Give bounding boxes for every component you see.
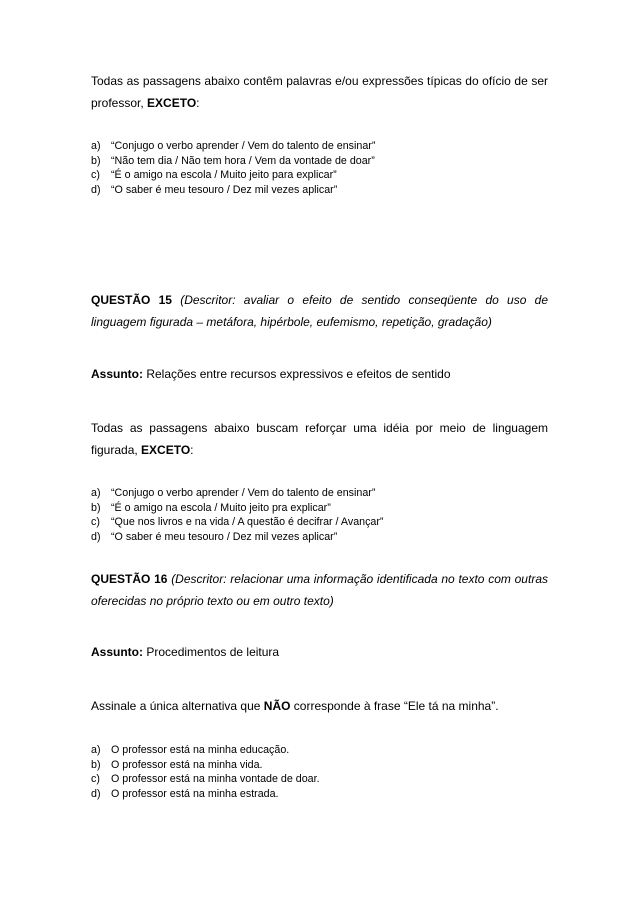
stem-text: Todas as passagens abaixo buscam reforçar uma idéia por meio de linguagem figurada, (91, 421, 548, 457)
option-text: O professor está na minha vida. (111, 758, 263, 771)
question-15-subject (91, 363, 548, 385)
stem-text: Assinale a única alternativa que (91, 699, 264, 713)
stem-end: : (196, 96, 200, 110)
option-letter: b) (91, 758, 101, 771)
option-text: “O saber é meu tesouro / Dez mil vezes aplicar” (111, 530, 338, 543)
option-c (91, 772, 548, 787)
option-text: “Conjugo o verbo aprender / Vem do talento de ensinar” (111, 487, 376, 499)
option-letter: c) (91, 773, 100, 786)
option-text: “Não tem dia / Não tem hora / Vem da vontade de doar” (111, 154, 375, 167)
option-a (91, 743, 548, 758)
subject-text: Procedimentos de leitura (146, 645, 280, 659)
option-letter: d) (91, 787, 101, 800)
option-text: “O saber é meu tesouro / Dez mil vezes aplicar” (111, 183, 338, 196)
question-16-stem (91, 695, 548, 717)
question-16-subject (91, 641, 548, 663)
question-15-heading (91, 289, 548, 333)
option-letter: c) (91, 169, 100, 182)
option-c (91, 515, 548, 530)
question-descriptor: (Descritor: avaliar o efeito de sentido conseqüente do uso de linguagem figurada – metáfora, hipérbole, eufemismo, repetição, gradação) (91, 293, 548, 329)
stem-emphasis: EXCETO (147, 96, 197, 110)
option-letter: b) (91, 154, 101, 167)
stem-end: corresponde à frase “Ele tá na minha”. (290, 699, 499, 713)
question-14-stem (91, 70, 548, 114)
stem-emphasis: EXCETO (141, 443, 191, 457)
question-descriptor: (Descritor: relacionar uma informação identificada no texto com outras oferecidas no próprio texto ou em outro texto) (91, 572, 548, 608)
option-text: “Que nos livros e na vida / A questão é decifrar / Avançar” (111, 516, 384, 529)
question-number: QUESTÃO 16 (91, 572, 168, 586)
option-letter: b) (91, 501, 101, 514)
option-letter: a) (91, 744, 101, 756)
stem-text: Todas as passagens abaixo contêm palavras e/ou expressões típicas do ofício de ser professor, (91, 74, 548, 110)
option-letter: c) (91, 516, 100, 529)
option-b (91, 758, 548, 773)
option-c (91, 168, 548, 183)
option-text: “Conjugo o verbo aprender / Vem do talento de ensinar” (111, 140, 376, 152)
question-number: QUESTÃO 15 (91, 293, 172, 307)
option-letter: a) (91, 140, 101, 152)
option-b (91, 501, 548, 516)
subject-text: Relações entre recursos expressivos e efeitos de sentido (146, 367, 451, 381)
option-letter: a) (91, 487, 101, 499)
option-d (91, 787, 548, 802)
question-15-options (91, 486, 548, 544)
option-text: O professor está na minha educação. (111, 744, 290, 756)
question-14-options (91, 139, 548, 197)
question-16-heading (91, 568, 548, 612)
option-text: “É o amigo na escola / Muito jeito para explicar” (111, 169, 337, 182)
subject-label: Assunto: (91, 645, 143, 659)
option-a (91, 139, 548, 154)
option-text: “É o amigo na escola / Muito jeito pra explicar” (111, 501, 331, 514)
subject-label: Assunto: (91, 367, 143, 381)
option-letter: d) (91, 530, 101, 543)
option-d (91, 183, 548, 198)
option-text: O professor está na minha estrada. (111, 787, 279, 800)
option-a (91, 486, 548, 501)
question-16-options (91, 743, 548, 801)
option-b (91, 154, 548, 169)
option-text: O professor está na minha vontade de doar. (111, 773, 320, 786)
option-letter: d) (91, 183, 101, 196)
stem-emphasis: NÃO (263, 699, 291, 713)
option-d (91, 530, 548, 545)
question-15-stem (91, 417, 548, 461)
stem-end: : (190, 443, 194, 457)
